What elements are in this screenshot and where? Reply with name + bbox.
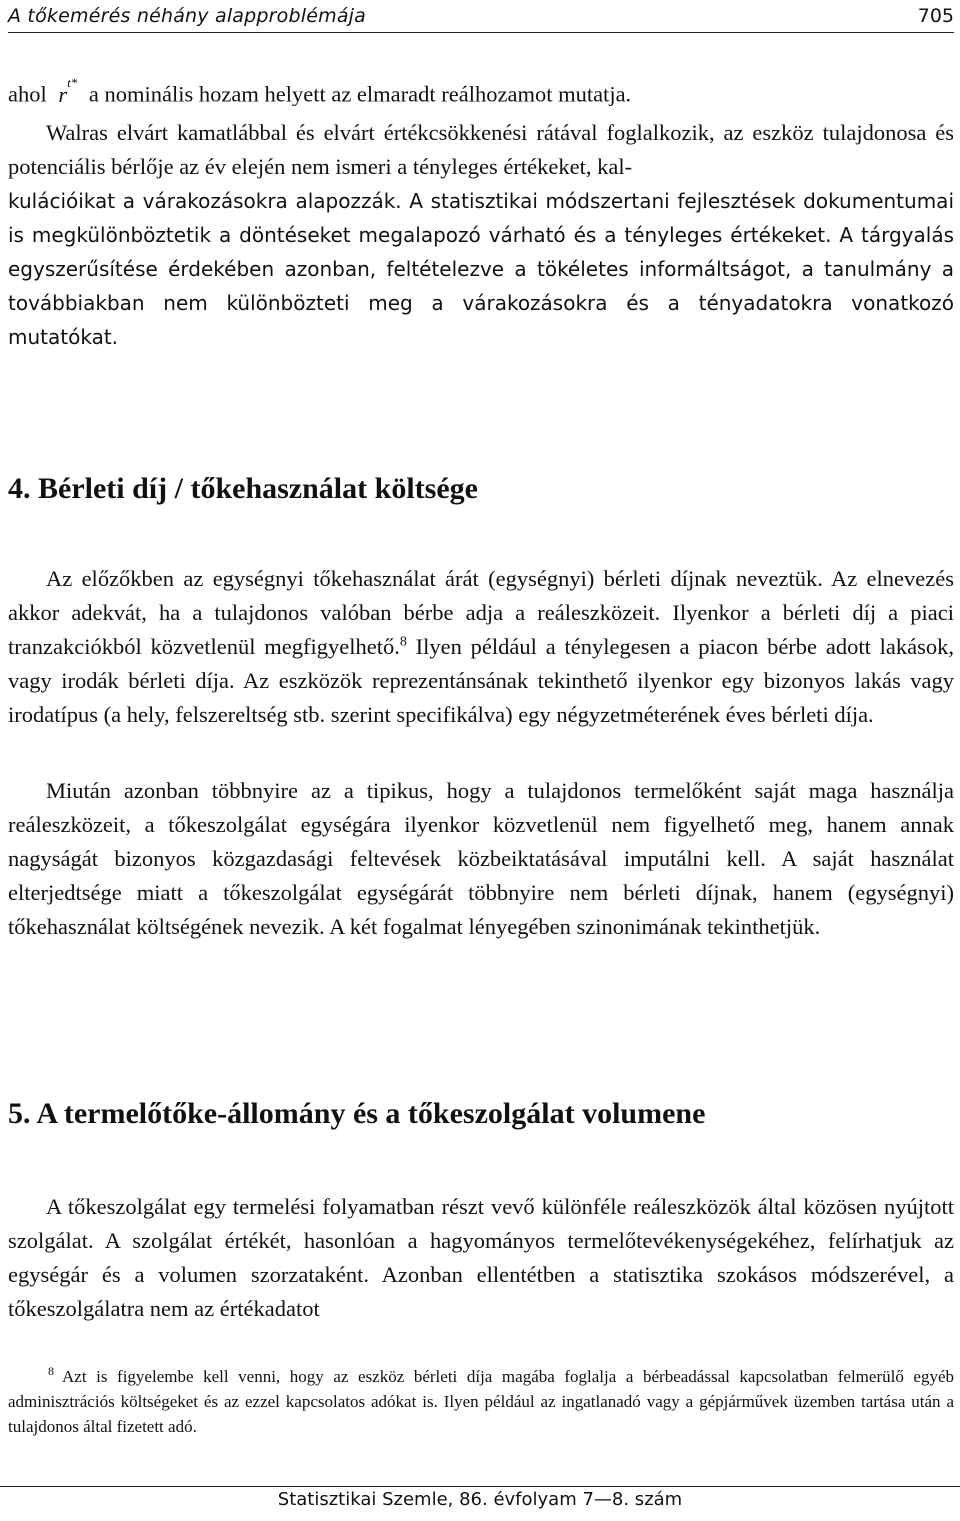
section-4-heading: 4. Bérleti díj / tőkehasználat költsége [8, 472, 478, 505]
walras-paragraph-continuation: kulációikat a várakozásokra alapozzák. A statisztikai módszertani fejlesztések dokumentumai is megkülönböztetik a döntéseket megalapozó várható és a tényleges értékeket. A tárgyalás egyszerűsítése érdekében azonban, feltételezve a tökéletes informáltságot, a tanulmány a továbbiakban nem különbözteti meg a várakozásokra és a tényadatokra vonatkozó mutatókat. [8, 189, 954, 349]
section-4-paragraph-1-text: Az előzőkben az egységnyi tőkehasználat árát (egységnyi) bérleti díjnak neveztük. Az elnevezés akkor adekvát, ha a tulajdonos valóban bérbe adja a reáleszközeit. Ilyenkor a bérleti díj a piaci tranzakciókból közvetlenül megfigyelhető. [8, 566, 954, 659]
section-4-paragraph-1 [8, 562, 954, 732]
running-footer: Statisztikai Szemle, 86. évfolyam 7—8. szám [0, 1486, 960, 1519]
page-number: 705 [917, 5, 954, 27]
formula-symbol [52, 75, 83, 107]
section-4-paragraph-2: Miután azonban többnyire az a tipikus, hogy a tulajdonos termelőként saját maga használja reáleszközeit, a tőkeszolgálat egységára ilyenkor közvetlenül nem figyelhető meg, hanem annak nagyságát bizonyos közgazdasági feltevések közbeiktatásával imputálni kell. A saját használat elterjedtsége miatt a tőkeszolgálat egységárát többnyire nem bérleti díjnak, hanem (egységnyi) tőkehasználat költségének nevezik. A két fogalmat lényegében szinonimának tekinthetjük. [8, 778, 954, 939]
formula-explanation-text: a nominális hozam helyett az elmaradt reálhozamot mutatja. [88, 81, 632, 107]
walras-paragraph-start: Walras elvárt kamatlábbal és elvárt értékcsökkenési rátával foglalkozik, az eszköz tulajdonosa és potenciális bérlője az év elején nem ismeri a tényleges értékeket, kal- [8, 120, 954, 179]
footnote-reference-8[interactable]: 8 [399, 634, 407, 650]
section-4-paragraph-1-text-cont: Ilyen például a ténylegesen a piacon bérbe adott lakások, vagy irodák bérleti díja. Az eszközök reprezentánsának tekinthető ilyenkor egy bizonyos lakás vagy irodatípus (a hely, felszereltség stb. szerint specifikálva) egy négyzetméterének éves bérleti díja. [8, 634, 954, 727]
running-header [8, 0, 954, 33]
footnote-text: Azt is figyelembe kell venni, hogy az eszköz bérleti díja magába foglalja a bérbeadással kapcsolatban felmerülő egyéb adminisztrációs költségeket és az ezzel kapcsolatos adókat is. Ilyen például az ingatlanadó vagy a gépjárművek üzemben tartása után a tulajdonos által fizetett adó. [8, 1367, 954, 1436]
section-5-paragraph-1: A tőkeszolgálat egy termelési folyamatban részt vevő különféle reáleszközök által közösen nyújtott szolgálat. A szolgálat értékét, hasonlóan a hagyományos termelőtevékenységekéhez, felírhatjuk az egységár és a volumen szorzataként. Azonban ellentétben a statisztika szokásos módszerével, a tőkeszolgálatra nem az értékadatot [8, 1194, 954, 1321]
formula-lead-word: ahol [8, 81, 47, 107]
footnote-8 [8, 1364, 954, 1439]
formula-symbol-base: r [58, 81, 68, 107]
section-5-heading: 5. A termelőtőke-állomány és a tőkeszolgálat volumene [8, 1097, 706, 1130]
formula-symbol-superscript: t* [67, 75, 78, 90]
formula-explanation-line [8, 72, 954, 112]
footnote-number: 8 [48, 1364, 54, 1379]
running-header-title: A tőkemérés néhány alapproblémája [8, 5, 367, 27]
